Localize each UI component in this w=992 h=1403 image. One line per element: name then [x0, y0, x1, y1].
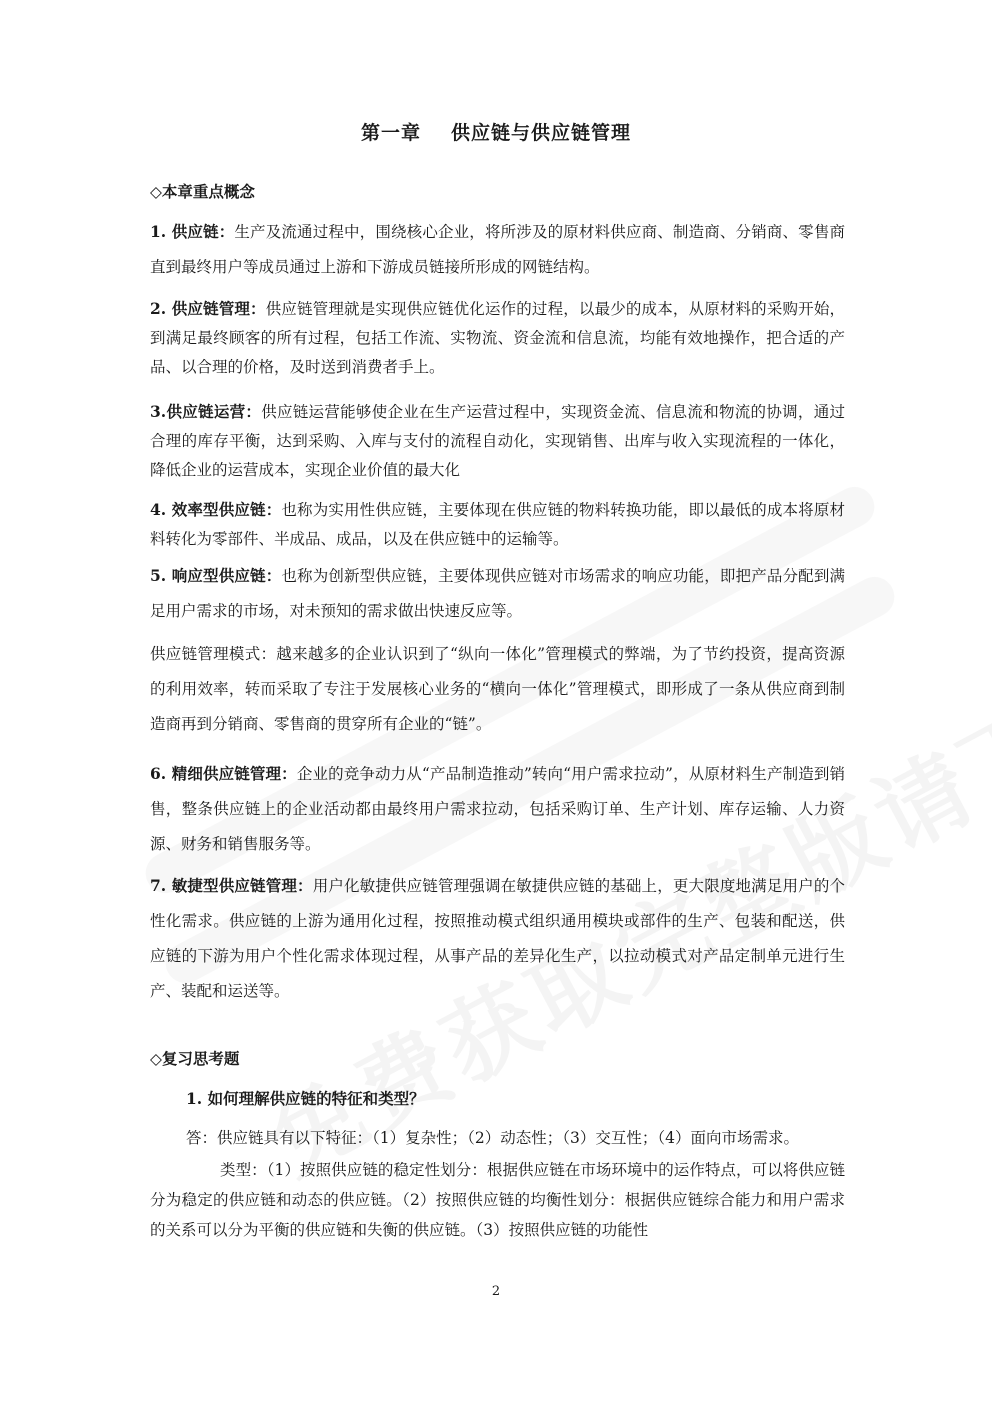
concept-term: 6. 精细供应链管理：: [150, 764, 297, 783]
concept-text: 用户化敏捷供应链管理强调在敏捷供应链的基础上，更大限度地满足用户的个性化需求。供应链的上游为通用化过程，按照推动模式组织通用模块或部件的生产、包装和配送，供应链的下游为用户个性化需求体现过程，从事产品的差异化生产，以拉动模式对产品定制单元进行生产、装配和运送等。: [150, 877, 845, 1000]
concept-term: 3.供应链运营：: [150, 402, 262, 421]
section-heading-review: ◇复习思考题: [150, 1049, 240, 1068]
concept-item: [150, 558, 845, 629]
concept-term: 7. 敏捷型供应链管理：: [150, 876, 313, 895]
concept-item: [150, 756, 845, 862]
page-title: [0, 118, 992, 145]
concept-term: 5. 响应型供应链：: [150, 566, 282, 585]
concept-item: [150, 294, 845, 382]
concept-text: 供应链管理模式：越来越多的企业认识到了“纵向一体化”管理模式的弊端，为了节约投资，提高资源的利用效率，转而采取了专注于发展核心业务的“横向一体化”管理模式，即形成了一条从供应商到制造商再到分销商、零售商的贯穿所有企业的“链”。: [150, 645, 845, 733]
concept-item: [150, 636, 845, 742]
concept-text: 供应链管理就是实现供应链优化运作的过程，以最少的成本，从原材料的采购开始，到满足最终顾客的所有过程，包括工作流、实物流、资金流和信息流，均能有效地操作，把合适的产品、以合理的价格，及时送到消费者手上。: [150, 300, 845, 376]
concept-text: 也称为创新型供应链，主要体现供应链对市场需求的响应功能，即把产品分配到满足用户需求的市场，对未预知的需求做出快速反应等。: [150, 567, 845, 620]
chapter-number: 第一章: [360, 122, 421, 144]
chapter-name: 供应链与供应链管理: [451, 122, 632, 144]
section-heading-concepts: ◇本章重点概念: [150, 182, 255, 201]
concept-term: 1. 供应链：: [150, 222, 235, 241]
concept-item: [150, 868, 845, 1009]
concept-term: 2. 供应链管理：: [150, 299, 266, 318]
answer-paragraph: 类型：（1）按照供应链的稳定性划分：根据供应链在市场环境中的运作特点，可以将供应链分为稳定的供应链和动态的供应链。（2）按照供应链的均衡性划分：根据供应链综合能力和用户需求的关系可以分为平衡的供应链和失衡的供应链。（3）按照供应链的功能性: [150, 1161, 845, 1239]
question-title: 1. 如何理解供应链的特征和类型？: [186, 1089, 425, 1108]
page-number: 2: [491, 1284, 501, 1299]
concept-item: [150, 495, 845, 554]
concept-item: [150, 214, 845, 285]
concept-text: 供应链运营能够使企业在生产运营过程中，实现资金流、信息流和物流的协调，通过合理的库存平衡，达到采购、入库与支付的流程自动化，实现销售、出库与收入实现流程的一体化，降低企业的运营成本，实现企业价值的最大化: [150, 403, 845, 479]
concept-text: 企业的竞争动力从“产品制造推动”转向“用户需求拉动”，从原材料生产制造到销售，整条供应链上的企业活动都由最终用户需求拉动，包括采购订单、生产计划、库存运输、人力资源、财务和销售服务等。: [150, 765, 846, 853]
answer-line: 答：供应链具有以下特征：（1）复杂性；（2）动态性；（3）交互性；（4）面向市场需求。: [186, 1129, 799, 1147]
concept-item: [150, 397, 845, 485]
concept-text: 也称为实用性供应链，主要体现在供应链的物料转换功能，即以最低的成本将原材料转化为零部件、半成品、成品，以及在供应链中的运输等。: [150, 501, 845, 548]
concept-term: 4. 效率型供应链：: [150, 500, 282, 519]
concept-text: 生产及流通过程中，围绕核心企业，将所涉及的原材料供应商、制造商、分销商、零售商直到最终用户等成员通过上游和下游成员链接所形成的网链结构。: [150, 223, 845, 276]
